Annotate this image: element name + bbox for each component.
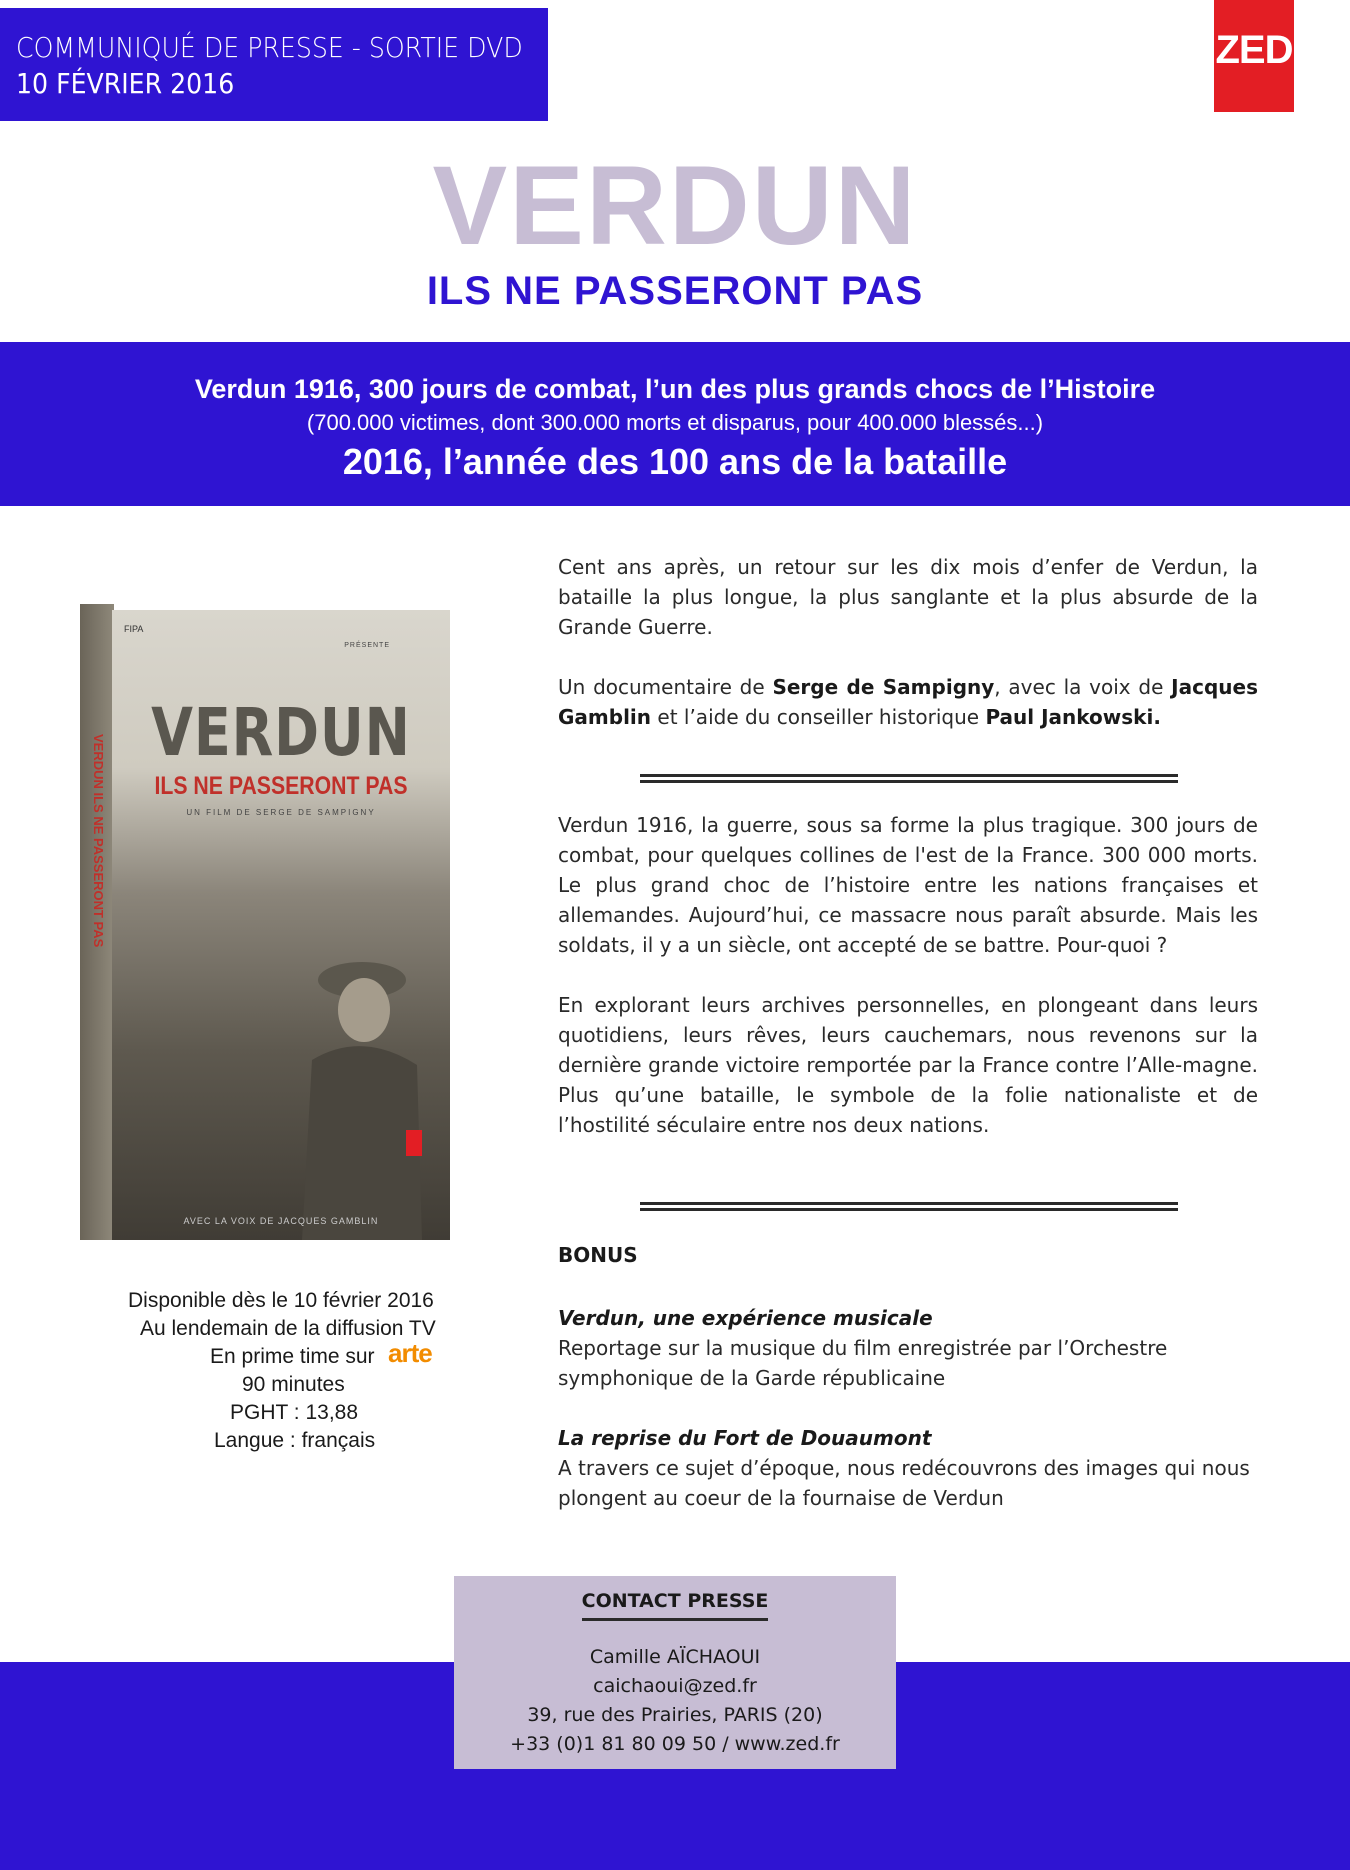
dvd-title: VERDUN	[151, 694, 411, 771]
dvd-front	[112, 610, 450, 1240]
contact-phone-web[interactable]: +33 (0)1 81 80 09 50 / www.zed.fr	[510, 1733, 840, 1755]
synopsis-paragraph-1: Verdun 1916, la guerre, sous sa forme la plus tragique. 300 jours de combat, pour quelques collines de l'est de la France. 300 000 morts. Le plus grand choc de l’histoire entre les nations françaises et allemandes. Aujourd’hui, ce massacre nous paraît absurde. Mais les soldats, il y a un siècle, ont accepté de se battre. Pour-quoi ?	[558, 813, 1258, 957]
page-subtitle: ILS NE PASSERONT PAS	[426, 269, 924, 313]
availability-prime-time: En prime time sur	[210, 1345, 375, 1368]
dvd-zed-logo	[406, 1130, 422, 1156]
soldier-illustration	[302, 940, 422, 1240]
bonus-item-title: Verdun, une expérience musicale	[558, 1306, 933, 1330]
dvd-spine-title: VERDUN ILS NE PASSERONT PAS	[91, 734, 106, 948]
intro-paragraph-1: Cent ans après, un retour sur les dix mois d’enfer de Verdun, la bataille la plus longue, la plus sanglante et la plus absurde de la Grande Guerre.	[558, 555, 1258, 639]
page-title: VERDUN	[432, 143, 918, 268]
dvd-presente: PRÉSENTE	[344, 642, 390, 649]
dvd-festival-mark: FIPA	[124, 624, 144, 634]
availability-info	[0, 1287, 590, 1455]
contact-name: Camille AÏCHAOUI	[589, 1646, 761, 1668]
advisor-name: Paul Jankowski.	[985, 705, 1161, 729]
dvd-subtitle: ILS NE PASSERONT PAS	[154, 772, 408, 800]
intro-paragraph-2: Un documentaire de Serge de Sampigny, avec la voix de Jacques Gamblin et l’aide du conseiller historique Paul Jankowski.	[558, 675, 1258, 729]
intro-text	[558, 552, 1258, 732]
director-name: Serge de Sampigny	[772, 675, 995, 699]
divider	[640, 1202, 1178, 1211]
bonus-item	[558, 1303, 1258, 1393]
bonus-item-desc: A travers ce sujet d’époque, nous redécouvrons des images qui nous plongent au coeur de la fournaise de Verdun	[558, 1456, 1250, 1510]
arte-logo: arte	[388, 1338, 432, 1368]
availability-language: Langue : français	[214, 1429, 376, 1452]
contact-email[interactable]: caichaoui@zed.fr	[593, 1675, 757, 1697]
press-release-header	[0, 8, 548, 121]
header-date: 10 FÉVRIER 2016	[16, 67, 235, 100]
press-contact-box	[454, 1576, 896, 1769]
bonus-item-title: La reprise du Fort de Douaumont	[558, 1426, 932, 1450]
dvd-spine	[80, 604, 114, 1240]
dvd-voice-credit: AVEC LA VOIX DE JACQUES GAMBLIN	[183, 1216, 379, 1226]
synopsis-text	[558, 810, 1258, 1140]
banner-line-2: (700.000 victimes, dont 300.000 morts et disparus, pour 400.000 blessés...)	[306, 410, 1044, 435]
synopsis-paragraph-2: En explorant leurs archives personnelles, en plongeant dans leurs quotidiens, leurs rêves, leurs cauchemars, nous revenons sur la dernière grande victoire remportée par la France contre l’Alle-magne. Plus qu’une bataille, le symbole de la folie nationaliste et de l’hostilité séculaire entre nos deux nations.	[558, 993, 1258, 1137]
headline-banner	[0, 342, 1350, 506]
availability-price: PGHT : 13,88	[230, 1401, 359, 1424]
availability-tv: Au lendemain de la diffusion TV	[140, 1317, 436, 1340]
banner-line-3: 2016, l’année des 100 ans de la bataille	[342, 441, 1008, 482]
availability-duration: 90 minutes	[242, 1373, 345, 1396]
dvd-credit: UN FILM DE SERGE DE SAMPIGNY	[186, 808, 376, 817]
bonus-heading: BONUS	[558, 1243, 638, 1267]
divider	[640, 774, 1178, 783]
bonus-item-desc: Reportage sur la musique du film enregistrée par l’Orchestre symphonique de la Garde républicaine	[558, 1336, 1168, 1390]
banner-line-1: Verdun 1916, 300 jours de combat, l’un des plus grands chocs de l’Histoire	[194, 374, 1156, 404]
narrator-name: Jacques Gamblin	[558, 675, 1258, 729]
zed-logo: ZED	[1214, 0, 1294, 112]
dvd-cover-image	[80, 604, 450, 1240]
bonus-item	[558, 1423, 1258, 1513]
contact-heading: CONTACT PRESSE	[582, 1590, 769, 1621]
header-type: COMMUNIQUÉ DE PRESSE - SORTIE DVD	[16, 31, 523, 64]
availability-date: Disponible dès le 10 février 2016	[128, 1289, 434, 1312]
contact-address: 39, rue des Prairies, PARIS (20)	[527, 1704, 823, 1726]
